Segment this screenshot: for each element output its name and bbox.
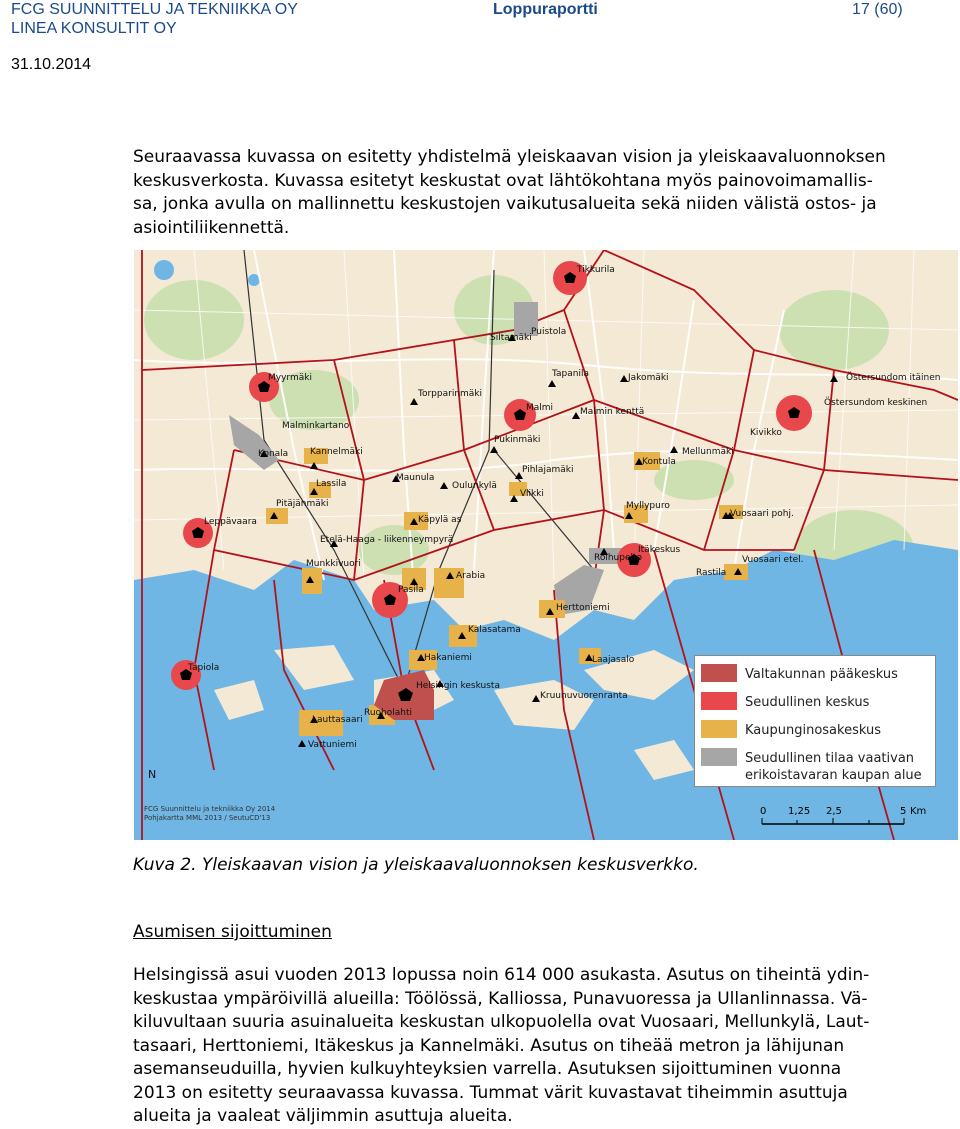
legend-label-line: erikoistavaran kaupan alue — [745, 768, 922, 783]
intro-line: Seuraavassa kuvassa on esitetty yhdistelmä yleiskaavan vision ja yleiskaavaluonnoksen — [133, 147, 886, 167]
intro-line: keskusverkosta. Kuvassa esitetyt keskustat ovat lähtökohtana myös painovoimamallis- — [133, 170, 873, 191]
map-label: Myllypuro — [626, 501, 670, 511]
map-label: Pihlajamäki — [522, 465, 574, 475]
map-credit — [144, 805, 275, 823]
map-label: Ruoholahti — [364, 708, 413, 718]
body-line: keskustaa ympäröivillä alueilla: Töölössä, Kalliossa, Punavuoressa ja Ullanlinnassa. Vä- — [133, 988, 868, 1009]
legend-label: Valtakunnan pääkeskus — [745, 667, 898, 682]
map-label: Malmi — [526, 403, 554, 413]
body-line: alueita ja vaaleat väljimmin asuttuja alueita. — [133, 1106, 513, 1126]
body-line: kiluvultaan suuria asuinalueita keskustan ulkopuolella ovat Vuosaari, Mellunkylä, Laut- — [133, 1012, 870, 1032]
legend-label — [745, 750, 922, 784]
legend-swatch — [701, 692, 737, 710]
map-legend — [694, 655, 936, 787]
credit-line: Pohjakartta MML 2013 / SeutuCD'13 — [144, 814, 271, 822]
map-label: Malminkartano — [282, 421, 350, 431]
scale-unit: Km — [910, 806, 927, 817]
body-line: 2013 on esitetty seuraavassa kuvassa. Tummat värit kuvastavat tiheimmin asuttuja — [133, 1082, 848, 1103]
legend-swatch — [701, 720, 737, 738]
map-label: Tapiola — [188, 663, 220, 673]
map-label: Kontula — [642, 457, 676, 467]
map-label: Leppävaara — [204, 517, 257, 527]
map-label: Lauttasaari — [312, 715, 363, 725]
map-label: Kruunuvuorenranta — [540, 691, 628, 701]
map-label: Mellunmäki — [682, 447, 734, 457]
map-label: Munkkivuori — [306, 559, 361, 569]
map-label: Tikkurila — [577, 265, 615, 275]
map-label: Oulunkylä — [452, 481, 497, 491]
map-label: Roihupelto — [594, 553, 643, 563]
legend-label-line: Seudullinen tilaa vaativan — [745, 751, 915, 766]
body-line: Helsingissä asui vuoden 2013 lopussa noin 614 000 asukasta. Asutus on tiheintä ydin- — [133, 965, 870, 985]
map-label: Östersundom keskinen — [824, 398, 928, 408]
map-label: Vuosaari etel. — [742, 555, 804, 565]
north-arrow: N — [148, 768, 157, 781]
legend-label: Kaupunginosakeskus — [745, 723, 882, 738]
map-label: Tapanila — [552, 369, 589, 379]
body-paragraph — [133, 964, 955, 1129]
legend-label: Seudullinen keskus — [745, 695, 870, 710]
legend-swatch — [701, 664, 737, 682]
map-label: Itäkeskus — [638, 545, 681, 555]
map-label: Etelä-Haaga - liikenneympyrä — [320, 535, 454, 545]
map-label: Kivikko — [750, 428, 782, 438]
map-label: Konala — [258, 449, 289, 459]
map-label: Kannelmäki — [310, 447, 363, 457]
map-label: Laajasalo — [592, 655, 635, 665]
map-label: Helsingin keskusta — [416, 681, 500, 691]
centre-network-map — [134, 250, 958, 840]
map-label: Jakomäki — [628, 373, 669, 383]
map-label: Arabia — [456, 571, 486, 581]
map-label: Vattuniemi — [308, 740, 357, 750]
scale-tick-label: 0 — [760, 806, 767, 817]
scale-tick-label: 2,5 — [826, 806, 842, 817]
map-label: Pukinmäki — [494, 435, 541, 445]
intro-line: asiointiliikennettä. — [133, 217, 290, 238]
map-label: Käpylä as — [418, 515, 462, 525]
intro-paragraph — [133, 146, 955, 240]
map-label: Lassila — [316, 479, 347, 489]
scale-bar — [754, 802, 934, 832]
map-label: Malmin kenttä — [580, 407, 645, 417]
intro-line: sa, jonka avulla on mallinnettu keskustojen vaikutusalueita sekä niiden välistä ostos- ja — [133, 194, 877, 214]
credit-line: FCG Suunnittelu ja tekniikka Oy 2014 — [144, 805, 276, 813]
map-label: Maunula — [396, 473, 435, 483]
body-line: tasaari, Herttoniemi, Itäkeskus ja Kannelmäki. Asutus on tiheää metron ja lähijunan — [133, 1035, 845, 1056]
map-label: Siltamäki — [490, 333, 532, 343]
report-title: Loppuraportti — [493, 1, 598, 18]
map-label: Pasila — [398, 585, 424, 595]
map-label: Östersundom itäinen — [846, 373, 941, 383]
map-label: Hakaniemi — [424, 653, 472, 663]
page-number: 17 (60) — [852, 1, 903, 18]
scale-tick-label: 5 — [900, 806, 907, 817]
map-label: Herttoniemi — [556, 603, 610, 613]
company-name-line1: FCG SUUNNITTELU JA TEKNIIKKA OY — [11, 1, 298, 18]
scale-tick-label: 1,25 — [788, 806, 811, 817]
section-title: Asumisen sijoittuminen — [133, 922, 332, 942]
company-name-line2: LINEA KONSULTIT OY — [11, 20, 177, 37]
map-label: Rastila — [696, 568, 727, 578]
figure-caption: Kuva 2. Yleiskaavan vision ja yleiskaavaluonnoksen keskusverkko. — [133, 855, 699, 875]
report-date: 31.10.2014 — [11, 56, 92, 73]
map-label: Pitäjänmäki — [276, 499, 329, 509]
map-label: Viikki — [520, 489, 544, 499]
map-label: Myyrmäki — [268, 373, 312, 383]
body-line: asemanseuduilla, hyvien kulkuyhteyksien varrella. Asutuksen sijoittuminen vuonna — [133, 1059, 842, 1079]
map-label: Torpparinmäki — [418, 389, 483, 399]
legend-swatch — [701, 748, 737, 766]
map-label: Kalasatama — [468, 625, 521, 635]
map-label: Vuosaari pohj. — [730, 509, 794, 519]
map-label: Puistola — [531, 327, 567, 337]
